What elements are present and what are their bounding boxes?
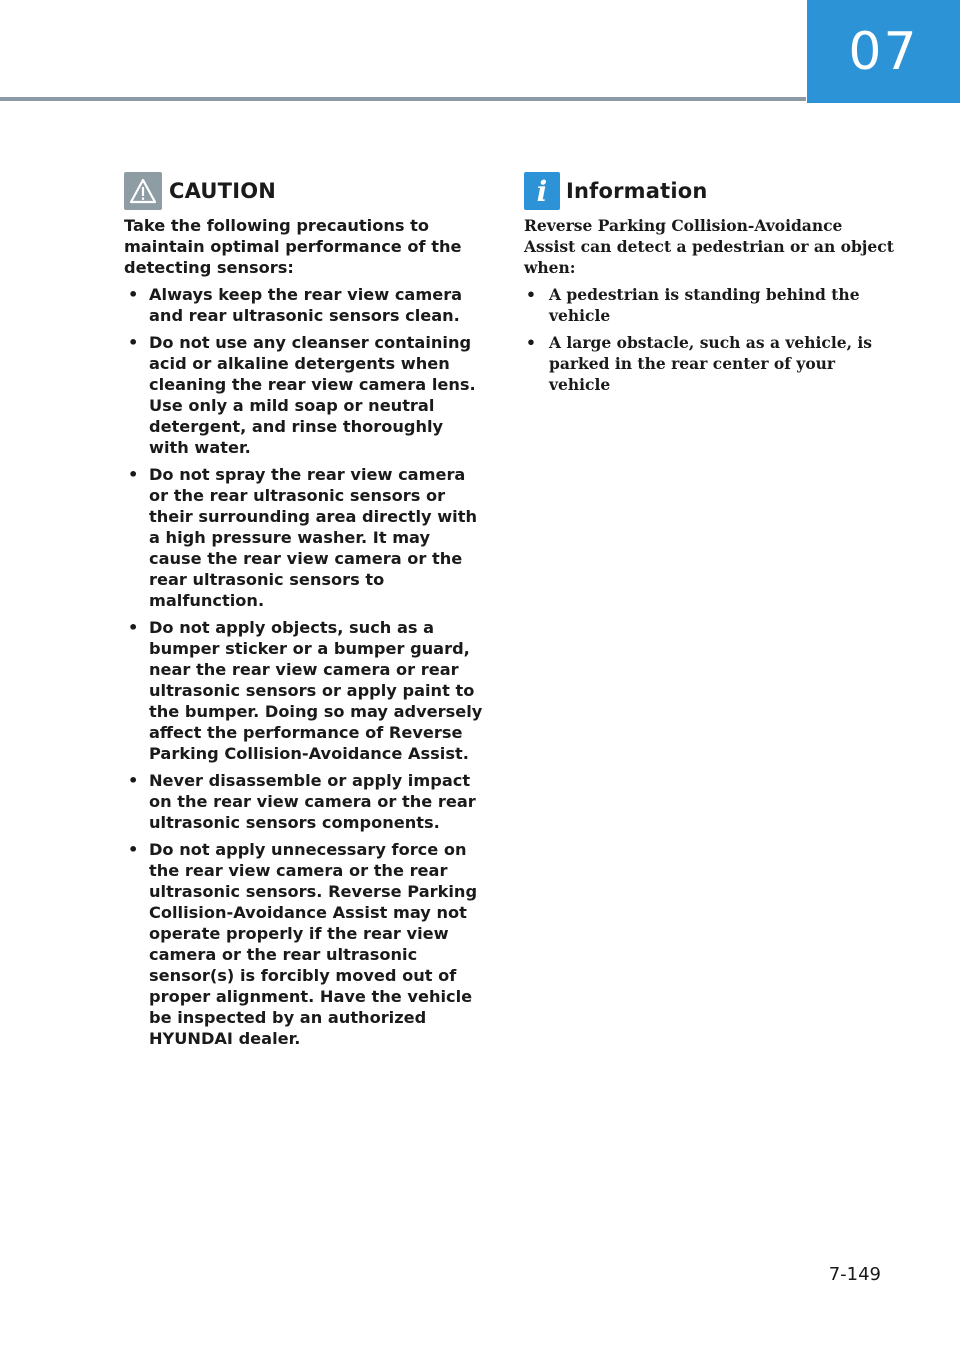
list-item <box>524 332 894 395</box>
caution-list <box>124 284 484 1049</box>
list-item-text: Do not apply objects, such as a bumper sticker or a bumper guard, near the rear view camera or rear ultrasonic sensors or apply paint to the bumper. Doing so may adversely affect the performance of Reverse Parking Collision-Avoidance Assist. <box>149 618 483 763</box>
information-title: Information <box>566 179 708 203</box>
bullet: • <box>128 465 139 484</box>
information-section <box>524 172 894 401</box>
info-icon <box>524 172 560 210</box>
chapter-number: 07 <box>848 21 919 82</box>
bullet: • <box>128 285 139 304</box>
info-icon-glyph: i <box>536 174 548 208</box>
list-item-text: Do not apply unnecessary force on the rear view camera or the rear ultrasonic sensors. Reverse Parking Collision-Avoidance Assist may not operate properly if the rear view camera or the rear ultrasonic sensor(s) is forcibly moved out of proper alignment. Have the vehicle be inspected by an authorized HYUNDAI dealer. <box>149 840 478 1048</box>
information-list <box>524 284 894 395</box>
list-item <box>124 464 484 611</box>
list-item-text: Always keep the rear view camera and rear ultrasonic sensors clean. <box>149 285 463 325</box>
list-item <box>124 770 484 833</box>
bullet: • <box>128 333 139 352</box>
list-item-text: Never disassemble or apply impact on the rear view camera or the rear ultrasonic sensors components. <box>149 771 476 832</box>
list-item-text: Do not spray the rear view camera or the rear ultrasonic sensors or their surrounding area directly with a high pressure washer. It may cause the rear view camera or the rear ultrasonic sensors to malfunction. <box>149 465 477 610</box>
bullet: • <box>526 333 536 352</box>
information-header <box>524 172 894 210</box>
list-item <box>524 284 894 326</box>
list-item-text: A large obstacle, such as a vehicle, is parked in the rear center of your vehicle <box>549 333 873 394</box>
list-item-text: Do not use any cleanser containing acid or alkaline detergents when cleaning the rear view camera lens. Use only a mild soap or neutral detergent, and rinse thoroughly with water. <box>149 333 476 457</box>
caution-section <box>124 172 484 1055</box>
caution-title: CAUTION <box>169 179 277 203</box>
bullet: • <box>128 771 139 790</box>
bullet: • <box>526 285 536 304</box>
bullet: • <box>128 840 139 859</box>
caution-header <box>124 172 484 210</box>
information-intro: Reverse Parking Collision-Avoidance Assist can detect a pedestrian or an object when: <box>524 216 894 277</box>
list-item <box>124 284 484 326</box>
caution-intro: Take the following precautions to maintain optimal performance of the detecting sensors: <box>124 216 462 277</box>
header-rule <box>0 97 806 101</box>
list-item <box>124 839 484 1049</box>
page-number: 7-149 <box>828 1264 881 1285</box>
list-item <box>124 332 484 458</box>
list-item <box>124 617 484 764</box>
warning-triangle-icon <box>124 172 162 210</box>
list-item-text: A pedestrian is standing behind the vehicle <box>549 285 860 325</box>
bullet: • <box>128 618 139 637</box>
chapter-tab <box>807 0 960 103</box>
